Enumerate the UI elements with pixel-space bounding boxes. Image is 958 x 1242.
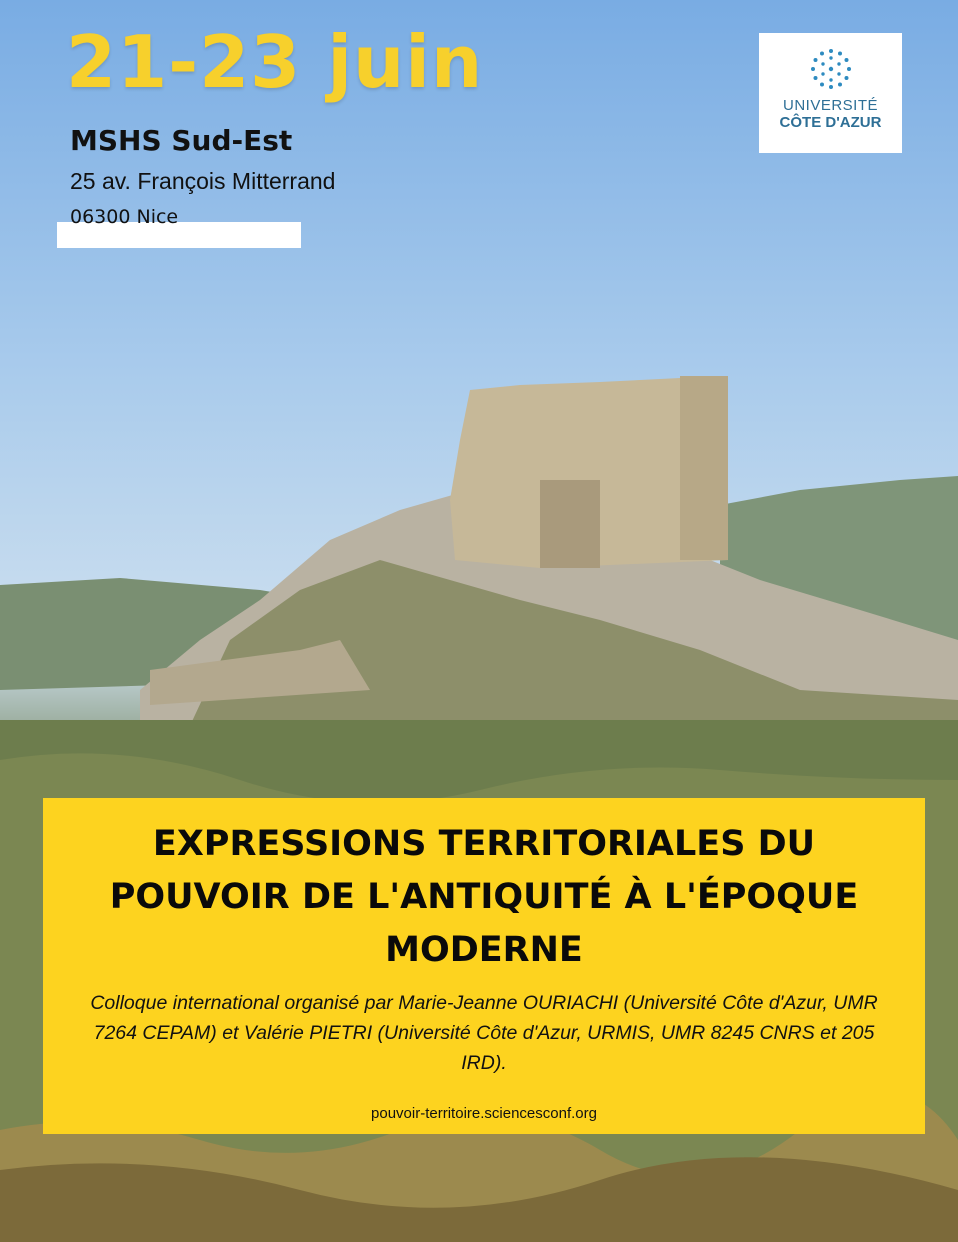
colloquium-organizers: Colloque international organisé par Marie-Jeanne OURIACHI (Université Côte d'Azur, UMR 7264 CEPAM) et Valérie PIETRI (Université Côte d'Azur, URMIS, UMR 8245 CNRS et 205 IRD). [90,992,878,1074]
logo-text-line2: CÔTE D'AZUR [779,114,882,131]
website-link[interactable]: pouvoir-territoire.sciencesconf.org [371,1105,597,1122]
event-dates: 21-23 juin [66,20,484,104]
venue-city: 06300 Nice [70,206,179,228]
logo-text-line1: UNIVERSITÉ [782,97,878,114]
venue-street: 25 av. François Mitterrand [70,168,336,194]
venue-name: MSHS Sud-Est [70,124,293,157]
university-logo [759,33,902,153]
dotted-circle-icon [809,47,853,91]
colloquium-title: EXPRESSIONS TERRITORIALES DU POUVOIR DE L'ANTIQUITÉ À L'ÉPOQUE MODERNE [109,824,859,970]
title-panel [43,798,925,1134]
